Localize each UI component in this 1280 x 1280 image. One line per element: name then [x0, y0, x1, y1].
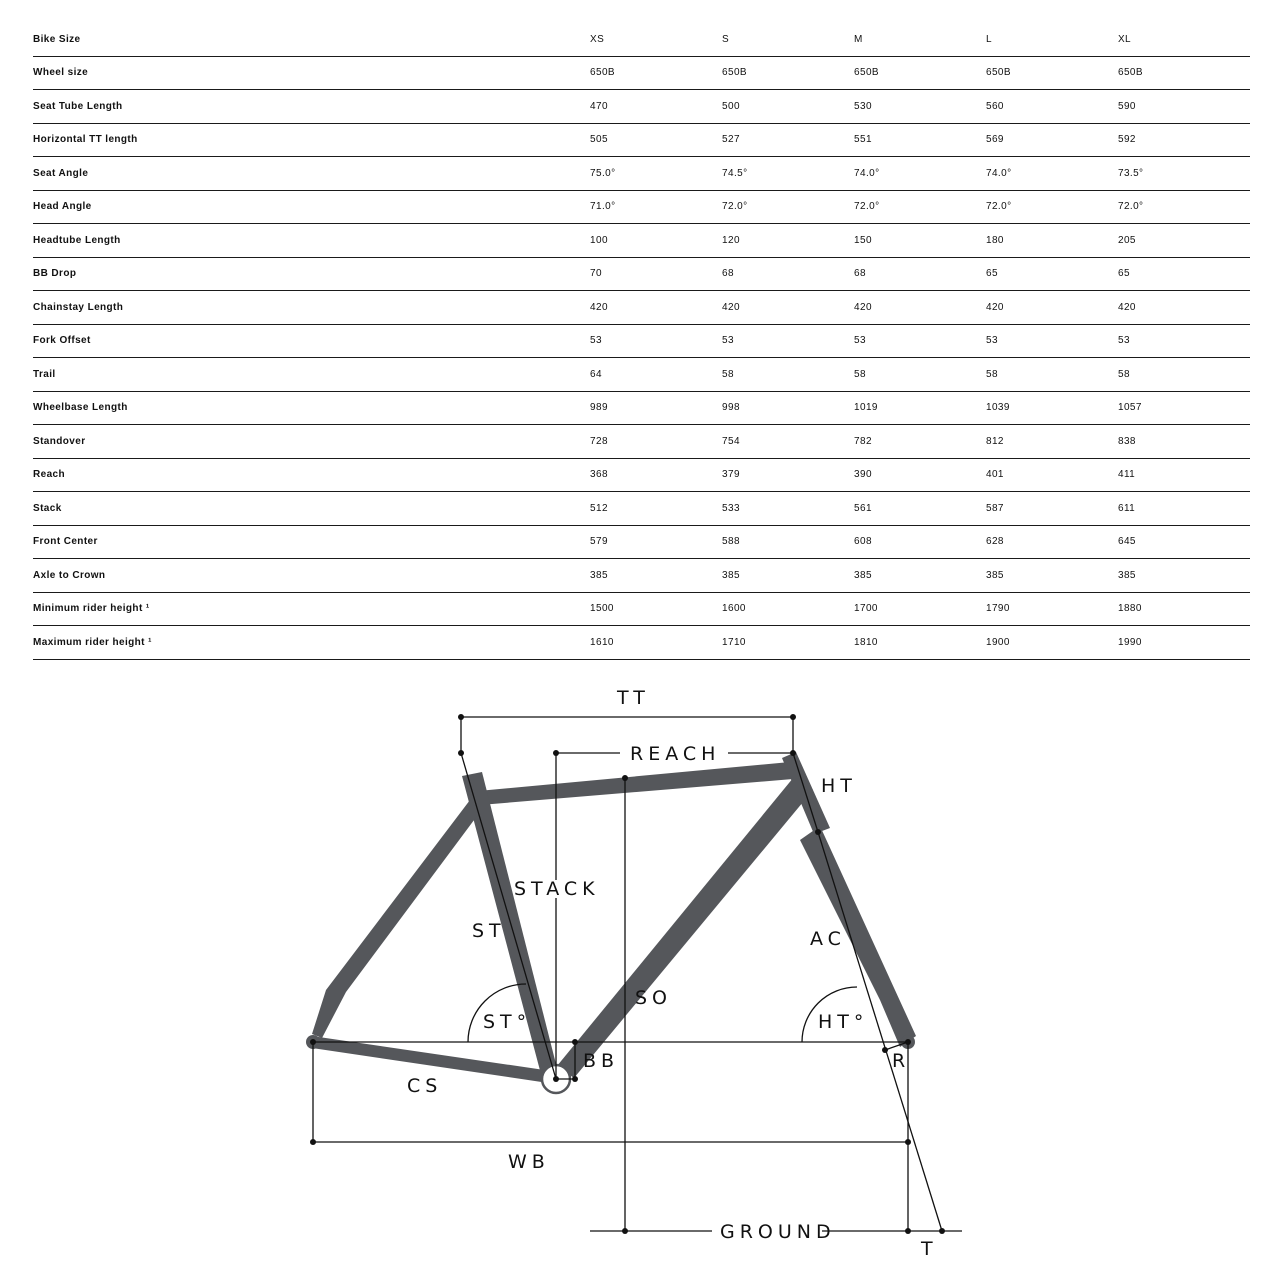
row-value: 420: [986, 291, 1118, 325]
header-size: XS: [590, 23, 722, 56]
row-value: 385: [854, 559, 986, 593]
row-value: 527: [722, 123, 854, 157]
table-row: [33, 123, 1250, 157]
header-size: M: [854, 23, 986, 56]
row-value: 1700: [854, 592, 986, 626]
header-label: Bike Size: [33, 23, 590, 56]
row-value: 1610: [590, 626, 722, 660]
row-value: 1600: [722, 592, 854, 626]
row-value: 1019: [854, 391, 986, 425]
label-bb: BB: [583, 1050, 620, 1072]
row-value: 1880: [1118, 592, 1250, 626]
table-row: [33, 525, 1250, 559]
row-label: Wheel size: [33, 56, 590, 90]
row-value: 569: [986, 123, 1118, 157]
header-size: L: [986, 23, 1118, 56]
row-value: 68: [854, 257, 986, 291]
label-wb: WB: [508, 1151, 550, 1173]
row-value: 72.0°: [986, 190, 1118, 224]
row-value: 420: [1118, 291, 1250, 325]
row-value: 65: [986, 257, 1118, 291]
row-value: 100: [590, 224, 722, 258]
row-value: 70: [590, 257, 722, 291]
table-row: [33, 626, 1250, 660]
row-label: BB Drop: [33, 257, 590, 291]
header-size: XL: [1118, 23, 1250, 56]
row-value: 53: [986, 324, 1118, 358]
row-value: 645: [1118, 525, 1250, 559]
row-value: 560: [986, 90, 1118, 124]
row-value: 385: [590, 559, 722, 593]
row-label: Reach: [33, 458, 590, 492]
row-value: 530: [854, 90, 986, 124]
row-value: 728: [590, 425, 722, 459]
seat-stay: [312, 800, 480, 1038]
row-label: Front Center: [33, 525, 590, 559]
row-value: 1900: [986, 626, 1118, 660]
row-value: 75.0°: [590, 157, 722, 191]
table-row: [33, 458, 1250, 492]
row-value: 68: [722, 257, 854, 291]
row-label: Seat Tube Length: [33, 90, 590, 124]
row-value: 650B: [590, 56, 722, 90]
label-ht: HT: [821, 775, 857, 797]
row-value: 650B: [722, 56, 854, 90]
row-value: 72.0°: [854, 190, 986, 224]
row-value: 812: [986, 425, 1118, 459]
table-row: [33, 324, 1250, 358]
row-value: 368: [590, 458, 722, 492]
row-label: Standover: [33, 425, 590, 459]
row-value: 120: [722, 224, 854, 258]
row-value: 71.0°: [590, 190, 722, 224]
down-tube: [557, 772, 813, 1078]
row-value: 53: [1118, 324, 1250, 358]
table-row: [33, 291, 1250, 325]
row-label: Horizontal TT length: [33, 123, 590, 157]
row-value: 385: [722, 559, 854, 593]
table-row: [33, 592, 1250, 626]
row-value: 561: [854, 492, 986, 526]
row-value: 53: [722, 324, 854, 358]
row-value: 608: [854, 525, 986, 559]
row-value: 411: [1118, 458, 1250, 492]
row-value: 470: [590, 90, 722, 124]
row-value: 754: [722, 425, 854, 459]
row-label: Trail: [33, 358, 590, 392]
label-so: SO: [635, 987, 673, 1009]
row-label: Seat Angle: [33, 157, 590, 191]
row-value: 72.0°: [722, 190, 854, 224]
row-value: 1990: [1118, 626, 1250, 660]
label-reach: REACH: [630, 743, 721, 765]
row-value: 205: [1118, 224, 1250, 258]
row-label: Minimum rider height ¹: [33, 592, 590, 626]
label-t: T: [921, 1238, 938, 1260]
table-row: [33, 425, 1250, 459]
row-value: 53: [854, 324, 986, 358]
row-value: 588: [722, 525, 854, 559]
row-value: 74.5°: [722, 157, 854, 191]
label-cs: CS: [407, 1075, 443, 1097]
row-value: 650B: [1118, 56, 1250, 90]
table-row: [33, 559, 1250, 593]
row-value: 592: [1118, 123, 1250, 157]
geometry-table: [33, 23, 1250, 660]
row-value: 53: [590, 324, 722, 358]
row-label: Axle to Crown: [33, 559, 590, 593]
table-row: [33, 56, 1250, 90]
table-row: [33, 90, 1250, 124]
row-value: 1500: [590, 592, 722, 626]
row-value: 64: [590, 358, 722, 392]
row-value: 1810: [854, 626, 986, 660]
label-st: ST: [472, 920, 506, 942]
label-r: R: [892, 1050, 911, 1072]
row-value: 58: [722, 358, 854, 392]
table-row: [33, 492, 1250, 526]
row-label: Chainstay Length: [33, 291, 590, 325]
label-ground: GROUND: [720, 1221, 836, 1243]
row-value: 385: [1118, 559, 1250, 593]
table-body: [33, 56, 1250, 659]
row-value: 838: [1118, 425, 1250, 459]
row-value: 533: [722, 492, 854, 526]
row-value: 1790: [986, 592, 1118, 626]
row-value: 1057: [1118, 391, 1250, 425]
row-value: 420: [722, 291, 854, 325]
table-row: [33, 391, 1250, 425]
row-value: 385: [986, 559, 1118, 593]
row-value: 74.0°: [986, 157, 1118, 191]
row-value: 650B: [854, 56, 986, 90]
row-value: 379: [722, 458, 854, 492]
table-row: [33, 257, 1250, 291]
row-value: 390: [854, 458, 986, 492]
row-value: 72.0°: [1118, 190, 1250, 224]
row-value: 611: [1118, 492, 1250, 526]
header-size: S: [722, 23, 854, 56]
row-value: 512: [590, 492, 722, 526]
row-value: 998: [722, 391, 854, 425]
row-value: 420: [854, 291, 986, 325]
row-value: 74.0°: [854, 157, 986, 191]
row-value: 587: [986, 492, 1118, 526]
row-value: 628: [986, 525, 1118, 559]
row-value: 401: [986, 458, 1118, 492]
row-value: 650B: [986, 56, 1118, 90]
table-row: [33, 358, 1250, 392]
label-ht-angle: HT°: [818, 1011, 869, 1033]
table-header-row: [33, 23, 1250, 56]
top-tube: [478, 762, 793, 805]
row-label: Stack: [33, 492, 590, 526]
row-value: 58: [854, 358, 986, 392]
row-value: 58: [1118, 358, 1250, 392]
row-label: Headtube Length: [33, 224, 590, 258]
frame-geometry-diagram: [0, 660, 1280, 1280]
label-st-angle: ST°: [483, 1011, 532, 1033]
row-value: 500: [722, 90, 854, 124]
row-value: 579: [590, 525, 722, 559]
row-value: 420: [590, 291, 722, 325]
row-value: 782: [854, 425, 986, 459]
row-value: 590: [1118, 90, 1250, 124]
row-value: 1039: [986, 391, 1118, 425]
row-value: 73.5°: [1118, 157, 1250, 191]
row-value: 551: [854, 123, 986, 157]
row-label: Maximum rider height ¹: [33, 626, 590, 660]
row-value: 1710: [722, 626, 854, 660]
row-value: 989: [590, 391, 722, 425]
label-ac: AC: [810, 928, 846, 950]
row-value: 150: [854, 224, 986, 258]
row-label: Wheelbase Length: [33, 391, 590, 425]
label-stack: STACK: [514, 878, 600, 900]
row-value: 180: [986, 224, 1118, 258]
row-value: 65: [1118, 257, 1250, 291]
row-value: 58: [986, 358, 1118, 392]
table-row: [33, 190, 1250, 224]
table-row: [33, 224, 1250, 258]
row-label: Fork Offset: [33, 324, 590, 358]
row-label: Head Angle: [33, 190, 590, 224]
label-tt: TT: [617, 687, 650, 709]
table-row: [33, 157, 1250, 191]
row-value: 505: [590, 123, 722, 157]
